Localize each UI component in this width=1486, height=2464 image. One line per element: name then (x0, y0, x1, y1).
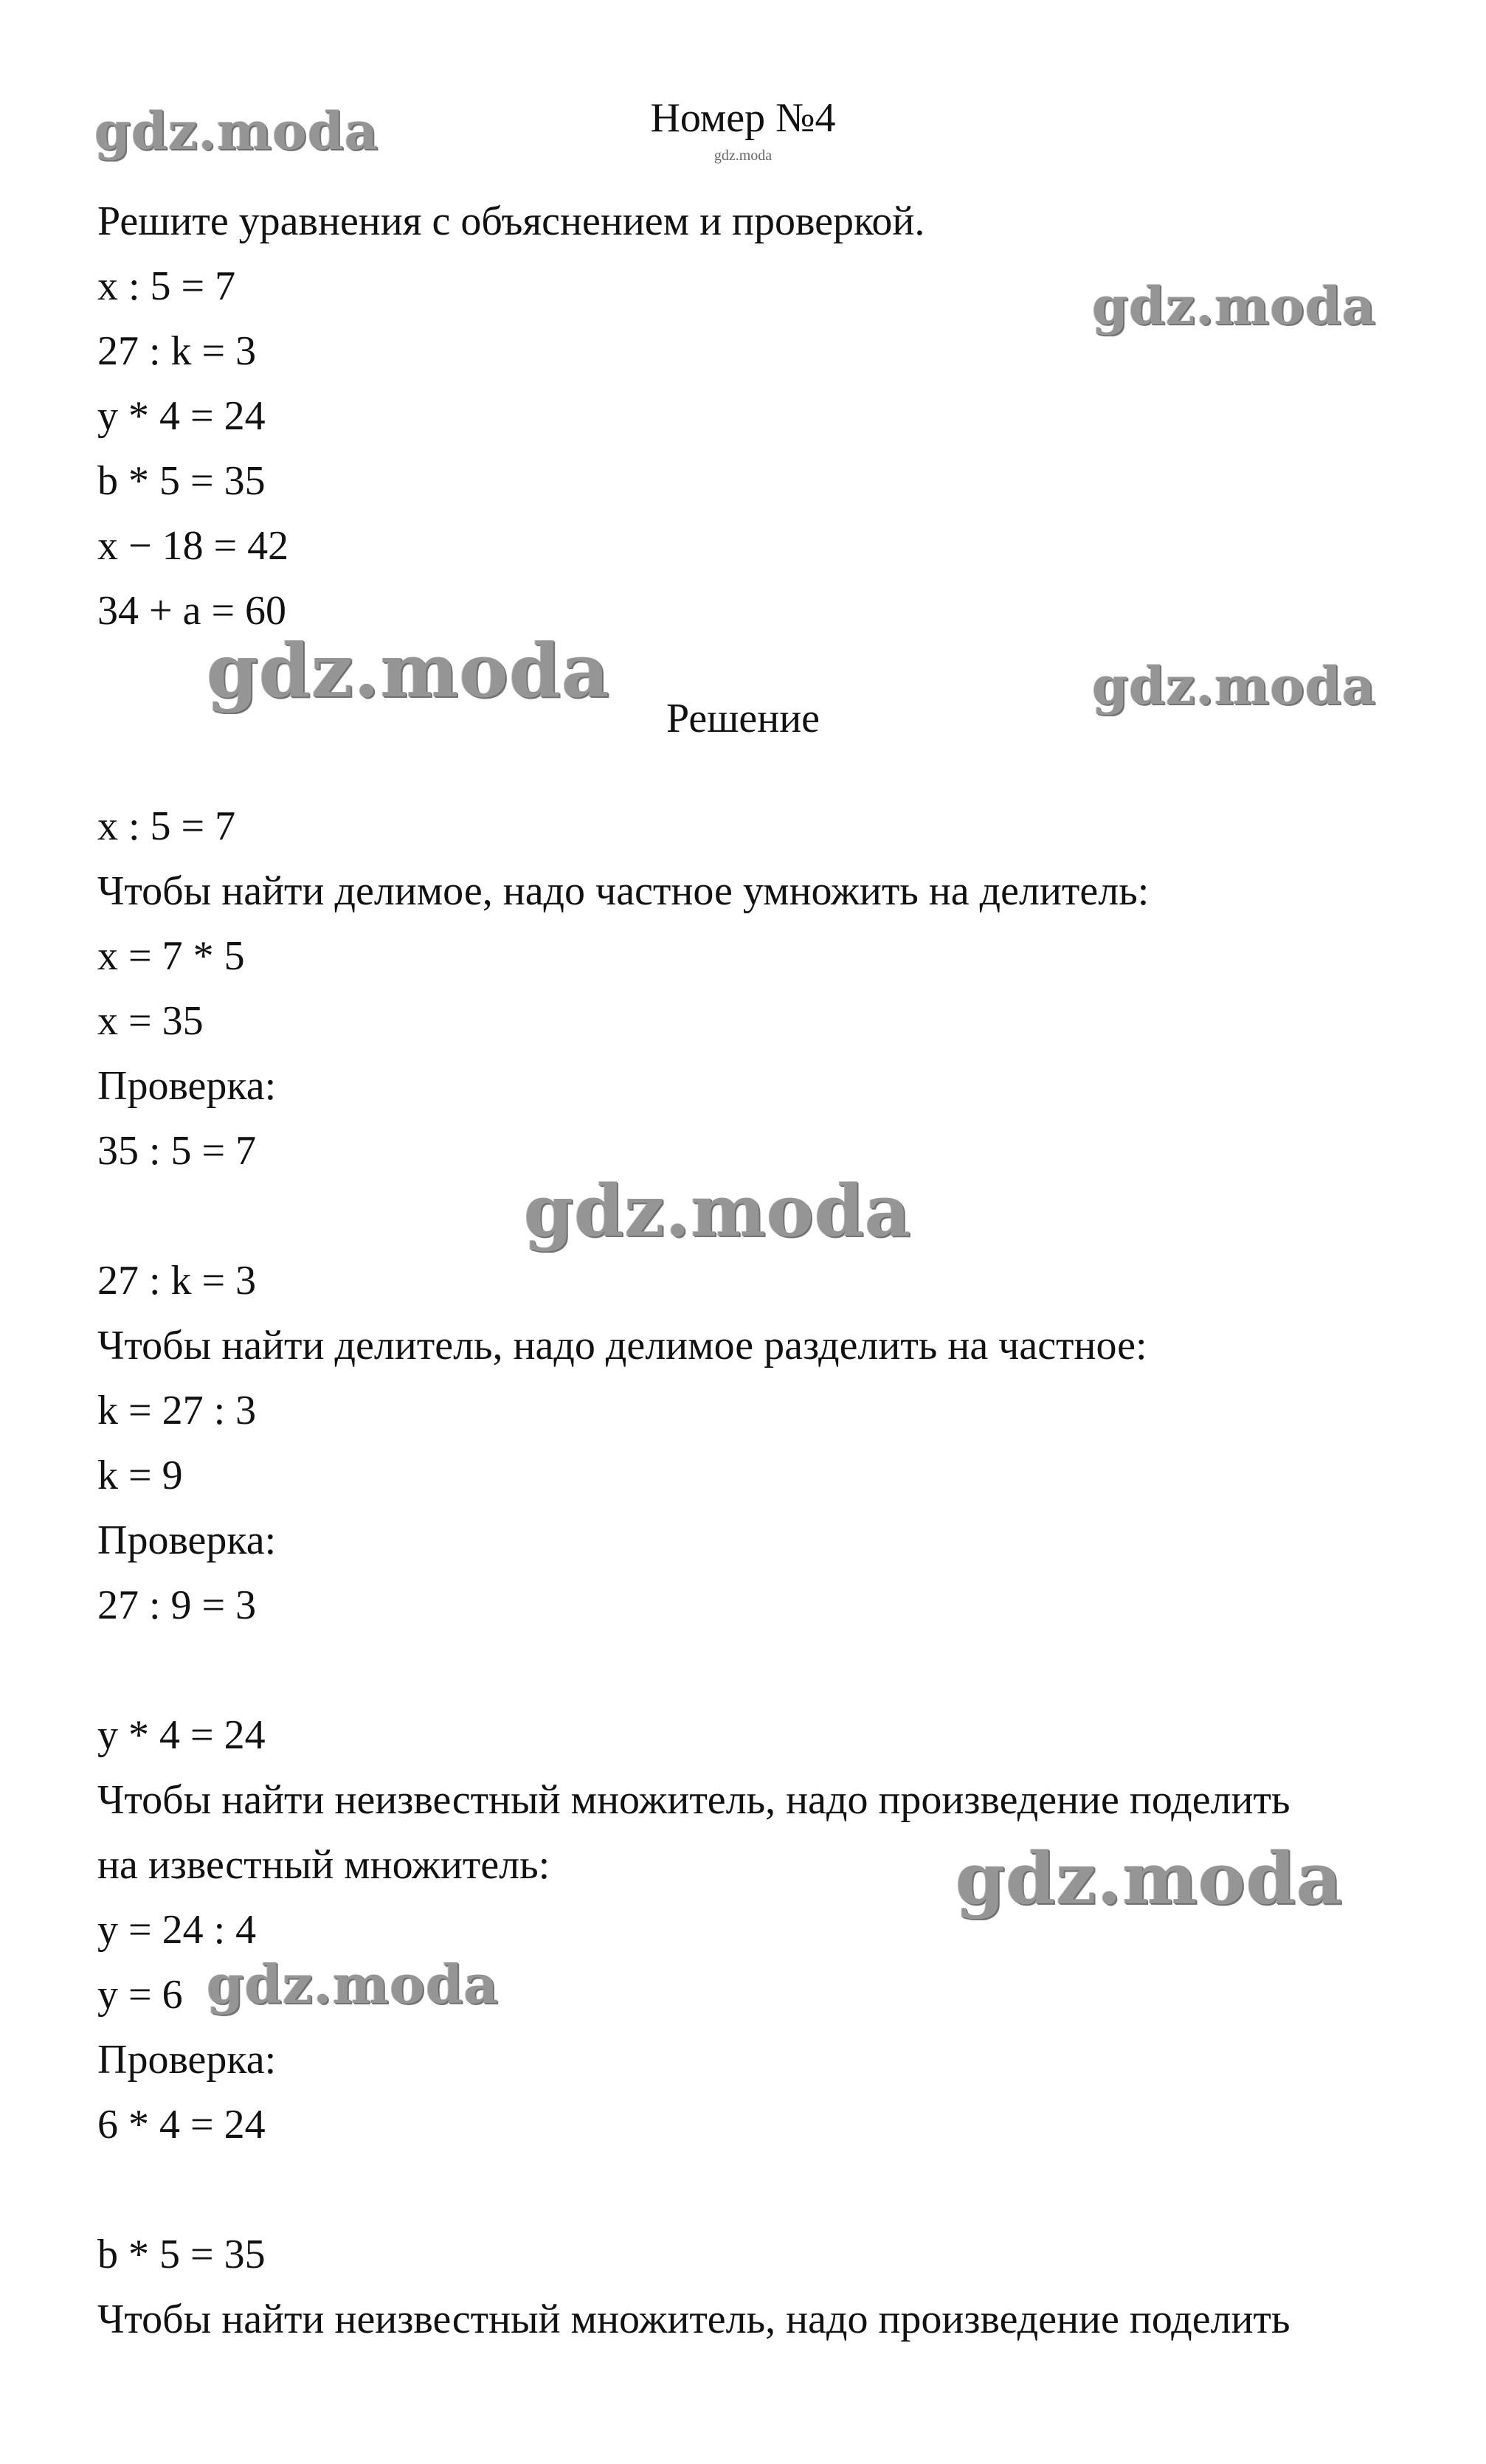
solution-rule: на известный множитель: (97, 1842, 550, 1888)
task-equation: b * 5 = 35 (97, 458, 266, 504)
solution-rule: Чтобы найти неизвестный множитель, надо произведение поделить (97, 1777, 1290, 1823)
solution-heading: Решение (666, 696, 820, 741)
task-equation: 34 + a = 60 (97, 588, 287, 634)
solution-step: y = 6 (97, 1972, 183, 2018)
watermark-logo: gdz.moda (207, 627, 610, 714)
check-label: Проверка: (97, 1517, 277, 1563)
solution-equation: b * 5 = 35 (97, 2232, 266, 2277)
solution-step: x = 35 (97, 998, 204, 1044)
small-watermark: gdz.moda (713, 148, 773, 164)
task-equation: y * 4 = 24 (97, 393, 266, 439)
solution-step: x = 7 * 5 (97, 933, 245, 979)
solution-equation: x : 5 = 7 (97, 803, 236, 849)
check-label: Проверка: (97, 1063, 277, 1109)
check-equation: 35 : 5 = 7 (97, 1128, 257, 1174)
task-equation: x : 5 = 7 (97, 263, 236, 309)
solution-equation: y * 4 = 24 (97, 1712, 266, 1758)
watermark-logo: gdz.moda (1092, 655, 1377, 716)
solution-step: y = 24 : 4 (97, 1907, 257, 1953)
check-equation: 27 : 9 = 3 (97, 1582, 257, 1628)
task-prompt: Решите уравнения с объяснением и проверкой. (97, 198, 925, 244)
solution-step: k = 27 : 3 (97, 1388, 257, 1433)
solution-rule: Чтобы найти делитель, надо делимое разделить на частное: (97, 1323, 1147, 1368)
check-label: Проверка: (97, 2037, 277, 2083)
watermark-logo: gdz.moda (1092, 275, 1377, 336)
watermark-logo: gdz.moda (207, 1953, 499, 2015)
solution-rule: Чтобы найти делимое, надо частное умножить на делитель: (97, 868, 1150, 914)
check-equation: 6 * 4 = 24 (97, 2102, 266, 2148)
watermark-logo: gdz.moda (94, 100, 379, 162)
watermark-logo: gdz.moda (955, 1837, 1344, 1920)
watermark-logo: gdz.moda (524, 1169, 912, 1253)
solution-step: k = 9 (97, 1453, 183, 1498)
page-title: Номер №4 (650, 95, 836, 141)
task-equation: 27 : k = 3 (97, 328, 257, 374)
task-equation: x − 18 = 42 (97, 523, 289, 569)
solution-rule: Чтобы найти неизвестный множитель, надо произведение поделить (97, 2297, 1290, 2342)
solution-equation: 27 : k = 3 (97, 1258, 257, 1304)
